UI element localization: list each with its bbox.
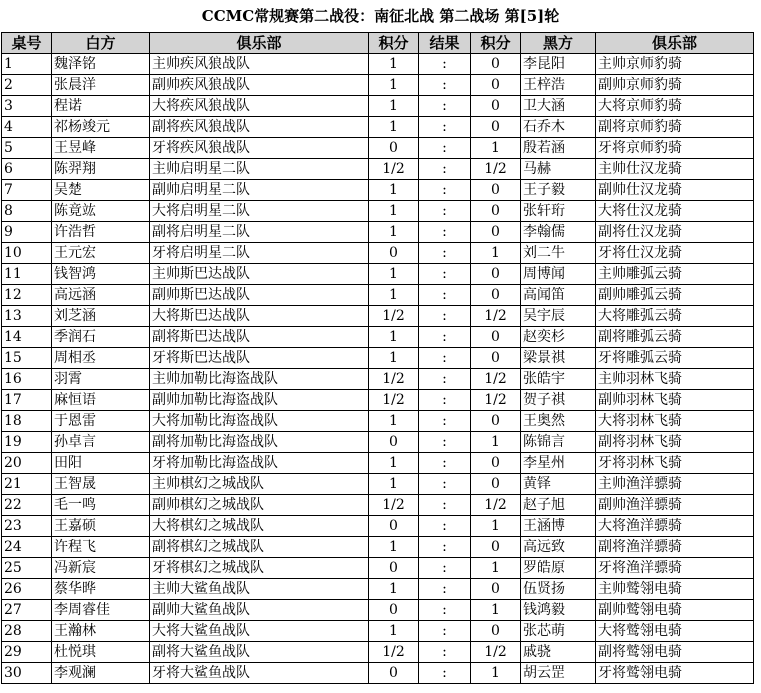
result-cell: : xyxy=(419,117,471,138)
white-player-cell: 许浩哲 xyxy=(52,222,150,243)
white-club-cell: 副将棋幻之城战队 xyxy=(150,537,369,558)
result-cell: : xyxy=(419,390,471,411)
table-row xyxy=(2,537,754,558)
black-score-cell: 1/2 xyxy=(471,390,521,411)
white-player-cell: 刘芝涵 xyxy=(52,306,150,327)
table-row xyxy=(2,663,754,684)
white-score-cell: 1 xyxy=(369,537,419,558)
table-no-cell: 20 xyxy=(2,453,52,474)
white-player-cell: 于恩雷 xyxy=(52,411,150,432)
white-score-cell: 1 xyxy=(369,264,419,285)
white-score-cell: 1 xyxy=(369,222,419,243)
white-club-cell: 牙将斯巴达战队 xyxy=(150,348,369,369)
black-player-cell: 钱鸿毅 xyxy=(521,600,596,621)
black-score-cell: 1 xyxy=(471,558,521,579)
black-score-cell: 0 xyxy=(471,54,521,75)
white-player-cell: 杜悦琪 xyxy=(52,642,150,663)
result-cell: : xyxy=(419,663,471,684)
white-club-cell: 主帅棋幻之城战队 xyxy=(150,474,369,495)
white-score-cell: 1 xyxy=(369,348,419,369)
black-score-cell: 1 xyxy=(471,663,521,684)
white-player-cell: 李周睿佳 xyxy=(52,600,150,621)
black-score-cell: 0 xyxy=(471,579,521,600)
black-score-cell: 0 xyxy=(471,537,521,558)
black-player-cell: 伍贤扬 xyxy=(521,579,596,600)
black-score-cell: 1 xyxy=(471,600,521,621)
header-black: 黑方 xyxy=(521,33,596,54)
white-player-cell: 孙卓言 xyxy=(52,432,150,453)
white-club-cell: 大将疾风狼战队 xyxy=(150,96,369,117)
header-result: 结果 xyxy=(419,33,471,54)
table-row xyxy=(2,159,754,180)
black-player-cell: 李昆阳 xyxy=(521,54,596,75)
black-score-cell: 0 xyxy=(471,75,521,96)
black-club-cell: 牙将羽林飞骑 xyxy=(596,453,754,474)
table-row xyxy=(2,180,754,201)
black-score-cell: 0 xyxy=(471,222,521,243)
black-score-cell: 1 xyxy=(471,138,521,159)
white-club-cell: 副帅启明星二队 xyxy=(150,180,369,201)
black-club-cell: 大将京师豹骑 xyxy=(596,96,754,117)
white-club-cell: 副将加勒比海盗战队 xyxy=(150,432,369,453)
white-club-cell: 大将加勒比海盗战队 xyxy=(150,411,369,432)
black-score-cell: 0 xyxy=(471,96,521,117)
black-player-cell: 殷若涵 xyxy=(521,138,596,159)
white-score-cell: 1/2 xyxy=(369,369,419,390)
table-row xyxy=(2,495,754,516)
black-club-cell: 副将京师豹骑 xyxy=(596,117,754,138)
black-club-cell: 大将雕弧云骑 xyxy=(596,306,754,327)
table-row xyxy=(2,411,754,432)
table-row xyxy=(2,138,754,159)
white-club-cell: 牙将棋幻之城战队 xyxy=(150,558,369,579)
table-row xyxy=(2,75,754,96)
black-player-cell: 石乔木 xyxy=(521,117,596,138)
black-player-cell: 张芯萌 xyxy=(521,621,596,642)
white-score-cell: 1 xyxy=(369,180,419,201)
table-no-cell: 16 xyxy=(2,369,52,390)
white-player-cell: 魏泽铭 xyxy=(52,54,150,75)
black-score-cell: 0 xyxy=(471,201,521,222)
result-cell: : xyxy=(419,201,471,222)
table-row xyxy=(2,369,754,390)
black-player-cell: 李星州 xyxy=(521,453,596,474)
black-score-cell: 0 xyxy=(471,117,521,138)
table-no-cell: 1 xyxy=(2,54,52,75)
black-score-cell: 0 xyxy=(471,411,521,432)
table-no-cell: 15 xyxy=(2,348,52,369)
white-club-cell: 主帅大鲨鱼战队 xyxy=(150,579,369,600)
table-no-cell: 26 xyxy=(2,579,52,600)
black-club-cell: 大将仕汉龙骑 xyxy=(596,201,754,222)
white-player-cell: 程诺 xyxy=(52,96,150,117)
result-cell: : xyxy=(419,453,471,474)
black-score-cell: 1/2 xyxy=(471,642,521,663)
black-club-cell: 主帅鹫翎电骑 xyxy=(596,579,754,600)
black-player-cell: 高闻笛 xyxy=(521,285,596,306)
black-club-cell: 主帅羽林飞骑 xyxy=(596,369,754,390)
result-cell: : xyxy=(419,243,471,264)
black-player-cell: 王涵博 xyxy=(521,516,596,537)
header-black-club: 俱乐部 xyxy=(596,33,754,54)
white-club-cell: 副将启明星二队 xyxy=(150,222,369,243)
table-no-cell: 25 xyxy=(2,558,52,579)
white-player-cell: 田阳 xyxy=(52,453,150,474)
white-club-cell: 主帅疾风狼战队 xyxy=(150,54,369,75)
black-club-cell: 牙将京师豹骑 xyxy=(596,138,754,159)
table-row xyxy=(2,201,754,222)
result-cell: : xyxy=(419,75,471,96)
white-score-cell: 0 xyxy=(369,663,419,684)
white-player-cell: 冯新宸 xyxy=(52,558,150,579)
table-row xyxy=(2,96,754,117)
black-club-cell: 副帅渔洋骠骑 xyxy=(596,495,754,516)
black-club-cell: 副帅京师豹骑 xyxy=(596,75,754,96)
white-club-cell: 副帅疾风狼战队 xyxy=(150,75,369,96)
black-score-cell: 1 xyxy=(471,243,521,264)
white-player-cell: 李观澜 xyxy=(52,663,150,684)
black-club-cell: 副将仕汉龙骑 xyxy=(596,222,754,243)
white-club-cell: 主帅加勒比海盗战队 xyxy=(150,369,369,390)
table-row xyxy=(2,285,754,306)
white-club-cell: 副帅加勒比海盗战队 xyxy=(150,390,369,411)
table-no-cell: 12 xyxy=(2,285,52,306)
black-club-cell: 牙将仕汉龙骑 xyxy=(596,243,754,264)
black-player-cell: 胡云罡 xyxy=(521,663,596,684)
white-score-cell: 1 xyxy=(369,453,419,474)
black-club-cell: 副帅仕汉龙骑 xyxy=(596,180,754,201)
result-cell: : xyxy=(419,369,471,390)
table-no-cell: 22 xyxy=(2,495,52,516)
white-score-cell: 0 xyxy=(369,243,419,264)
white-club-cell: 大将棋幻之城战队 xyxy=(150,516,369,537)
white-player-cell: 吴楚 xyxy=(52,180,150,201)
table-row xyxy=(2,579,754,600)
result-cell: : xyxy=(419,537,471,558)
black-player-cell: 赵子旭 xyxy=(521,495,596,516)
table-row xyxy=(2,558,754,579)
table-body xyxy=(2,54,754,684)
table-no-cell: 21 xyxy=(2,474,52,495)
black-player-cell: 高远致 xyxy=(521,537,596,558)
black-player-cell: 罗皓原 xyxy=(521,558,596,579)
pairings-table xyxy=(1,32,754,684)
table-row xyxy=(2,348,754,369)
white-club-cell: 大将斯巴达战队 xyxy=(150,306,369,327)
white-score-cell: 1 xyxy=(369,201,419,222)
table-no-cell: 23 xyxy=(2,516,52,537)
table-no-cell: 2 xyxy=(2,75,52,96)
table-row xyxy=(2,54,754,75)
white-player-cell: 羽霄 xyxy=(52,369,150,390)
result-cell: : xyxy=(419,138,471,159)
black-club-cell: 大将渔洋骠骑 xyxy=(596,516,754,537)
table-row xyxy=(2,243,754,264)
black-score-cell: 0 xyxy=(471,327,521,348)
white-score-cell: 0 xyxy=(369,558,419,579)
white-club-cell: 副将斯巴达战队 xyxy=(150,327,369,348)
white-player-cell: 王嘉硕 xyxy=(52,516,150,537)
white-score-cell: 1 xyxy=(369,327,419,348)
table-row xyxy=(2,453,754,474)
table-row xyxy=(2,390,754,411)
black-player-cell: 黄铎 xyxy=(521,474,596,495)
white-club-cell: 副将疾风狼战队 xyxy=(150,117,369,138)
white-score-cell: 1 xyxy=(369,411,419,432)
result-cell: : xyxy=(419,642,471,663)
white-score-cell: 1 xyxy=(369,579,419,600)
white-score-cell: 1 xyxy=(369,117,419,138)
black-player-cell: 张轩珩 xyxy=(521,201,596,222)
result-cell: : xyxy=(419,411,471,432)
white-player-cell: 许程飞 xyxy=(52,537,150,558)
table-no-cell: 10 xyxy=(2,243,52,264)
table-row xyxy=(2,642,754,663)
black-score-cell: 1 xyxy=(471,432,521,453)
white-score-cell: 0 xyxy=(369,516,419,537)
white-club-cell: 副帅棋幻之城战队 xyxy=(150,495,369,516)
white-club-cell: 牙将疾风狼战队 xyxy=(150,138,369,159)
result-cell: : xyxy=(419,516,471,537)
white-player-cell: 陈羿翔 xyxy=(52,159,150,180)
black-player-cell: 梁景祺 xyxy=(521,348,596,369)
table-row xyxy=(2,621,754,642)
table-row xyxy=(2,264,754,285)
white-club-cell: 大将大鲨鱼战队 xyxy=(150,621,369,642)
black-club-cell: 主帅仕汉龙骑 xyxy=(596,159,754,180)
black-club-cell: 主帅渔洋骠骑 xyxy=(596,474,754,495)
white-club-cell: 主帅启明星二队 xyxy=(150,159,369,180)
header-black-score: 积分 xyxy=(471,33,521,54)
black-player-cell: 李翰儒 xyxy=(521,222,596,243)
white-player-cell: 王瀚林 xyxy=(52,621,150,642)
table-row xyxy=(2,117,754,138)
black-score-cell: 0 xyxy=(471,180,521,201)
black-club-cell: 副将渔洋骠骑 xyxy=(596,537,754,558)
table-row xyxy=(2,327,754,348)
result-cell: : xyxy=(419,54,471,75)
black-score-cell: 0 xyxy=(471,285,521,306)
white-score-cell: 1 xyxy=(369,621,419,642)
white-score-cell: 1 xyxy=(369,474,419,495)
black-club-cell: 副帅羽林飞骑 xyxy=(596,390,754,411)
white-score-cell: 1 xyxy=(369,96,419,117)
result-cell: : xyxy=(419,264,471,285)
result-cell: : xyxy=(419,159,471,180)
result-cell: : xyxy=(419,96,471,117)
table-no-cell: 18 xyxy=(2,411,52,432)
table-no-cell: 11 xyxy=(2,264,52,285)
white-score-cell: 0 xyxy=(369,432,419,453)
black-player-cell: 贺子祺 xyxy=(521,390,596,411)
white-club-cell: 牙将加勒比海盗战队 xyxy=(150,453,369,474)
black-club-cell: 副将雕弧云骑 xyxy=(596,327,754,348)
result-cell: : xyxy=(419,474,471,495)
black-player-cell: 王梓浩 xyxy=(521,75,596,96)
white-club-cell: 副帅斯巴达战队 xyxy=(150,285,369,306)
black-score-cell: 0 xyxy=(471,348,521,369)
black-player-cell: 刘二牛 xyxy=(521,243,596,264)
black-score-cell: 1 xyxy=(471,516,521,537)
black-club-cell: 主帅京师豹骑 xyxy=(596,54,754,75)
white-player-cell: 蔡华晔 xyxy=(52,579,150,600)
table-row xyxy=(2,516,754,537)
black-player-cell: 王子毅 xyxy=(521,180,596,201)
black-club-cell: 大将羽林飞骑 xyxy=(596,411,754,432)
header-table-no: 桌号 xyxy=(2,33,52,54)
white-club-cell: 副帅大鲨鱼战队 xyxy=(150,600,369,621)
black-club-cell: 牙将渔洋骠骑 xyxy=(596,558,754,579)
header-white-club: 俱乐部 xyxy=(150,33,369,54)
table-no-cell: 27 xyxy=(2,600,52,621)
black-score-cell: 1/2 xyxy=(471,306,521,327)
black-player-cell: 戚骁 xyxy=(521,642,596,663)
table-no-cell: 14 xyxy=(2,327,52,348)
white-score-cell: 1/2 xyxy=(369,390,419,411)
black-player-cell: 周博闻 xyxy=(521,264,596,285)
table-row xyxy=(2,432,754,453)
black-player-cell: 马赫 xyxy=(521,159,596,180)
table-no-cell: 19 xyxy=(2,432,52,453)
table-no-cell: 9 xyxy=(2,222,52,243)
black-player-cell: 王奥然 xyxy=(521,411,596,432)
table-no-cell: 30 xyxy=(2,663,52,684)
white-player-cell: 祁杨竣元 xyxy=(52,117,150,138)
table-row xyxy=(2,600,754,621)
white-player-cell: 高远涵 xyxy=(52,285,150,306)
result-cell: : xyxy=(419,222,471,243)
header-white: 白方 xyxy=(52,33,150,54)
result-cell: : xyxy=(419,558,471,579)
table-no-cell: 29 xyxy=(2,642,52,663)
white-club-cell: 副将大鲨鱼战队 xyxy=(150,642,369,663)
white-player-cell: 麻恒语 xyxy=(52,390,150,411)
black-club-cell: 大将鹫翎电骑 xyxy=(596,621,754,642)
white-score-cell: 1 xyxy=(369,285,419,306)
header-white-score: 积分 xyxy=(369,33,419,54)
black-score-cell: 0 xyxy=(471,474,521,495)
header-row xyxy=(2,33,754,54)
table-no-cell: 28 xyxy=(2,621,52,642)
black-club-cell: 副将羽林飞骑 xyxy=(596,432,754,453)
table-no-cell: 3 xyxy=(2,96,52,117)
black-player-cell: 吴宇辰 xyxy=(521,306,596,327)
table-row xyxy=(2,306,754,327)
black-score-cell: 0 xyxy=(471,264,521,285)
white-score-cell: 0 xyxy=(369,138,419,159)
white-player-cell: 王智晟 xyxy=(52,474,150,495)
table-no-cell: 7 xyxy=(2,180,52,201)
white-club-cell: 牙将大鲨鱼战队 xyxy=(150,663,369,684)
white-player-cell: 陈竟竑 xyxy=(52,201,150,222)
table-no-cell: 8 xyxy=(2,201,52,222)
white-score-cell: 1/2 xyxy=(369,306,419,327)
black-score-cell: 0 xyxy=(471,621,521,642)
white-score-cell: 1 xyxy=(369,54,419,75)
result-cell: : xyxy=(419,600,471,621)
white-score-cell: 1 xyxy=(369,75,419,96)
result-cell: : xyxy=(419,285,471,306)
black-player-cell: 卫大涵 xyxy=(521,96,596,117)
white-player-cell: 王昱峰 xyxy=(52,138,150,159)
black-player-cell: 张皓宇 xyxy=(521,369,596,390)
white-player-cell: 季润石 xyxy=(52,327,150,348)
black-club-cell: 副帅鹫翎电骑 xyxy=(596,600,754,621)
white-score-cell: 1/2 xyxy=(369,642,419,663)
black-player-cell: 陈锦言 xyxy=(521,432,596,453)
table-row xyxy=(2,474,754,495)
white-player-cell: 钱智鸿 xyxy=(52,264,150,285)
black-score-cell: 1/2 xyxy=(471,159,521,180)
white-player-cell: 周相丞 xyxy=(52,348,150,369)
page-title: CCMC常规赛第二战役：南征北战 第二战场 第[5]轮 xyxy=(201,7,560,25)
black-club-cell: 牙将雕弧云骑 xyxy=(596,348,754,369)
black-score-cell: 0 xyxy=(471,453,521,474)
white-club-cell: 牙将启明星二队 xyxy=(150,243,369,264)
result-cell: : xyxy=(419,621,471,642)
black-club-cell: 副帅雕弧云骑 xyxy=(596,285,754,306)
table-no-cell: 6 xyxy=(2,159,52,180)
black-club-cell: 牙将鹫翎电骑 xyxy=(596,663,754,684)
white-player-cell: 毛一鸣 xyxy=(52,495,150,516)
result-cell: : xyxy=(419,348,471,369)
result-cell: : xyxy=(419,327,471,348)
table-no-cell: 24 xyxy=(2,537,52,558)
white-club-cell: 大将启明星二队 xyxy=(150,201,369,222)
black-club-cell: 主帅雕弧云骑 xyxy=(596,264,754,285)
white-score-cell: 1/2 xyxy=(369,159,419,180)
black-club-cell: 副将鹫翎电骑 xyxy=(596,642,754,663)
result-cell: : xyxy=(419,432,471,453)
white-player-cell: 张晨洋 xyxy=(52,75,150,96)
white-score-cell: 0 xyxy=(369,600,419,621)
black-score-cell: 1/2 xyxy=(471,369,521,390)
table-no-cell: 17 xyxy=(2,390,52,411)
black-player-cell: 赵奕杉 xyxy=(521,327,596,348)
table-no-cell: 13 xyxy=(2,306,52,327)
white-club-cell: 主帅斯巴达战队 xyxy=(150,264,369,285)
table-no-cell: 5 xyxy=(2,138,52,159)
black-score-cell: 1/2 xyxy=(471,495,521,516)
table-no-cell: 4 xyxy=(2,117,52,138)
table-row xyxy=(2,222,754,243)
result-cell: : xyxy=(419,579,471,600)
result-cell: : xyxy=(419,306,471,327)
result-cell: : xyxy=(419,180,471,201)
white-player-cell: 王元宏 xyxy=(52,243,150,264)
result-cell: : xyxy=(419,495,471,516)
white-score-cell: 1/2 xyxy=(369,495,419,516)
